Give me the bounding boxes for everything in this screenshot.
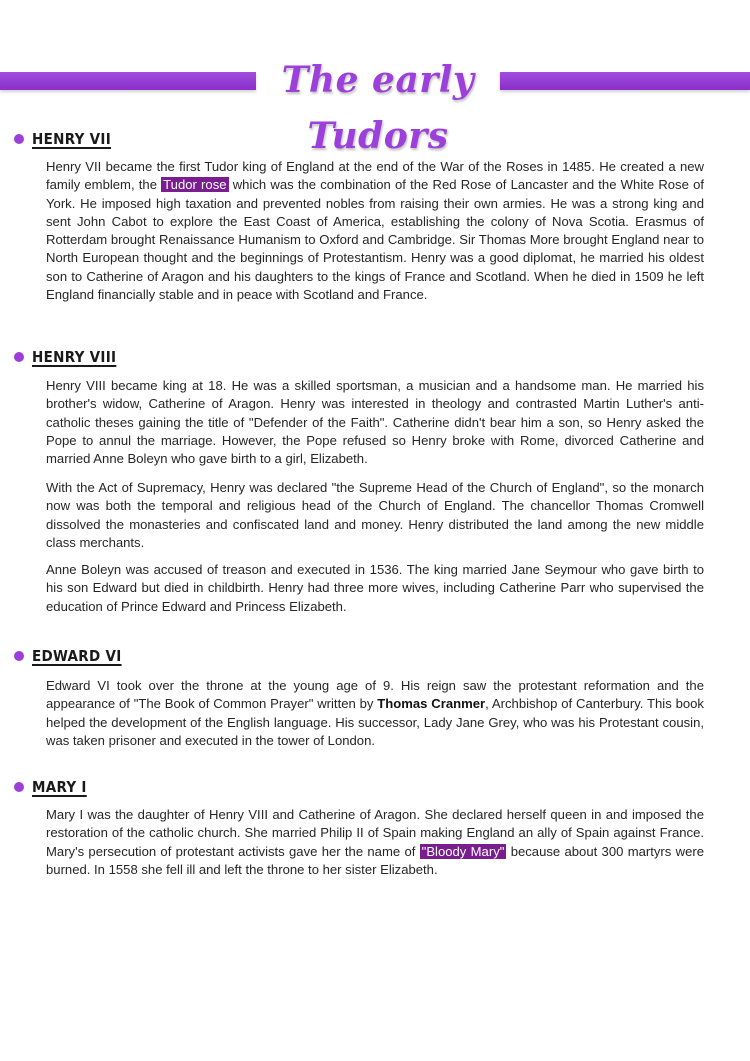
- paragraph: Henry VIII became king at 18. He was a skilled sportsman, a musician and a handsome man. He married his brother's widow, Catherine of Aragon. Henry was interested in theology and contrasted Martin Luther's anti-catholic theses gaining the title of "Defender of the Faith". Catherine didn't bear him a son, so Henry asked the Pope to annul the marriage. However, the Pope refused so Henry broke with Rome, divorced Catherine and married Anne Boleyn who gave birth to a girl, Elizabeth.: [46, 378, 704, 467]
- title-bar-right: [500, 72, 750, 90]
- paragraph: [46, 677, 704, 750]
- section-heading: [14, 348, 116, 366]
- heading-text: HENRY VIII: [32, 348, 117, 366]
- text-run: Mary I was the daughter of Henry VIII and Catherine of Aragon. She declared herself queen in and imposed the restoration of the catholic church. She married Philip II of Spain making England an ally of Spain against France. Mary's persecution of protestant activists gave her the name of: [46, 807, 704, 859]
- paragraph: Anne Boleyn was accused of treason and executed in 1536. The king married Jane Seymour who gave birth to his son Edward but died in childbirth. Henry had three more wives, including Catherine Parr who supervised the education of Prince Edward and Princess Elizabeth.: [46, 562, 704, 614]
- text-run: Henry VII became the first Tudor king of England at the end of the War of the Roses in 1485. He created a new family emblem, the: [46, 159, 704, 193]
- title-bar-left: [0, 72, 256, 90]
- paragraph: With the Act of Supremacy, Henry was declared "the Supreme Head of the Church of England", so the monarch now was both the temporal and religious head of the Church of England. The chancellor Thomas Cromwell dissolved the monasteries and confiscated land and money. Henry distributed the land among the new middle class merchants.: [46, 480, 704, 550]
- heading-text: EDWARD VI: [32, 647, 122, 665]
- text-run: Edward VI took over the throne at the young age of 9. His reign saw the protestant reformation and the appearance of "The Book of Common Prayer" written by: [46, 678, 704, 712]
- bold-term: Thomas Cranmer: [377, 696, 486, 712]
- heading-text: HENRY VII: [32, 130, 112, 148]
- highlighted-term: Tudor rose: [163, 177, 227, 193]
- section-heading: [14, 778, 87, 796]
- section-heading: [14, 647, 122, 665]
- text-run: , Archbishop of Canterbury. This book helped the development of the English language. His successor, Lady Jane Grey, who was his Protestant cousin, was taken prisoner and executed in the tower of London.: [46, 696, 704, 748]
- bullet-icon: [14, 352, 24, 362]
- bullet-icon: [14, 651, 24, 661]
- bullet-icon: [14, 782, 24, 792]
- paragraph: [46, 158, 704, 304]
- paragraph: [46, 806, 704, 879]
- text-run: because about 300 martyrs were burned. In 1558 she fell ill and left the throne to her sister Elizabeth.: [46, 843, 705, 877]
- section-heading: [14, 130, 111, 148]
- heading-text: MARY I: [32, 778, 87, 796]
- highlighted-term: "Bloody Mary": [421, 843, 505, 859]
- page-title: The early Tudors: [281, 59, 475, 157]
- text-run: which was the combination of the Red Rose of Lancaster and the White Rose of York. He imposed high taxation and prevented nobles from raising their own armies. He was a strong king and sent John Cabot to explore the East Coast of America, establishing the colony of Nova Scotia. Erasmus of Rotterdam brought Renaissance Humanism to Oxford and Cambridge. Sir Thomas More brought England near to North European thought and the beginnings of Protestantism. Henry was a good diplomat, he married his oldest son to Catherine of Aragon and his daughters to the kings of France and Scotland. When he died in 1509 he left England financially stable and in peace with Scotland and France.: [46, 177, 704, 303]
- bullet-icon: [14, 134, 24, 144]
